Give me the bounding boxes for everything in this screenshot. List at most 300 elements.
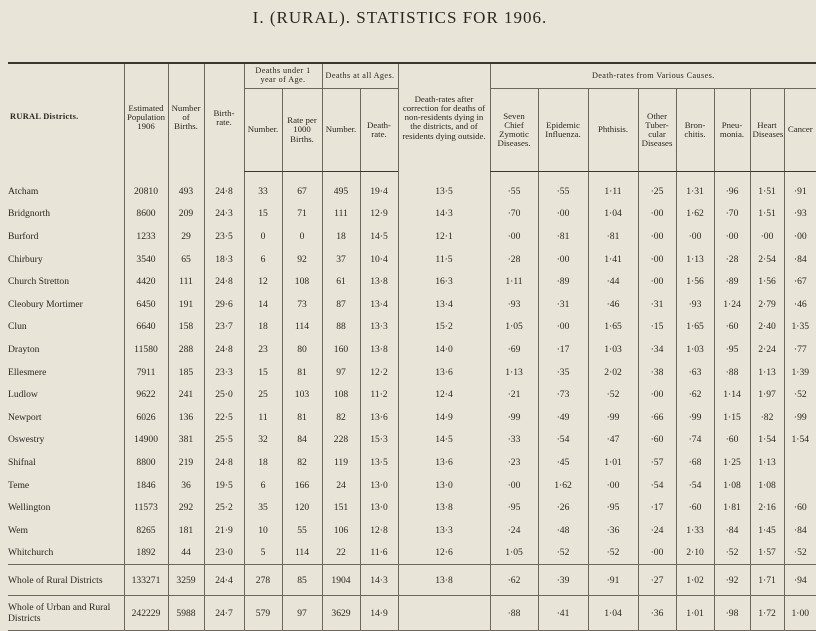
cell-deaths: 18 bbox=[322, 225, 360, 248]
cell-pneumonia: 1·81 bbox=[714, 496, 750, 519]
table-row bbox=[8, 496, 816, 519]
cell-pneumonia: 1·08 bbox=[714, 474, 750, 497]
cell-pneumonia: 1·14 bbox=[714, 383, 750, 406]
cell-births: 288 bbox=[168, 338, 204, 361]
cell-cancer: ·46 bbox=[784, 293, 816, 316]
table-row bbox=[8, 338, 816, 361]
cell-pop: 3540 bbox=[124, 248, 168, 271]
cell-corrected: 12·6 bbox=[398, 542, 490, 565]
cell-heart: ·00 bbox=[750, 225, 784, 248]
cell-phthisis: ·46 bbox=[588, 293, 638, 316]
cell-birth-rate: 25·5 bbox=[204, 429, 244, 452]
cell-inf-deaths: 23 bbox=[244, 338, 282, 361]
deaths-number-header: Number. bbox=[322, 89, 360, 172]
cell-district: Church Stretton bbox=[8, 276, 70, 288]
cell-births: 219 bbox=[168, 451, 204, 474]
cell-inf-rate: 55 bbox=[282, 519, 322, 542]
cell-inf-deaths: 15 bbox=[244, 203, 282, 226]
cell-heart: 1·51 bbox=[750, 172, 784, 203]
cell-phthisis: 2·02 bbox=[588, 361, 638, 384]
cell-deaths: 119 bbox=[322, 451, 360, 474]
cell-influenza: ·73 bbox=[538, 383, 588, 406]
cell-heart: 1·51 bbox=[750, 203, 784, 226]
cell-pop: 8600 bbox=[124, 203, 168, 226]
cell-phthisis: ·52 bbox=[588, 542, 638, 565]
cell-pneumonia: ·70 bbox=[714, 203, 750, 226]
cell-phthisis: ·81 bbox=[588, 225, 638, 248]
table-row bbox=[8, 406, 816, 429]
cell-zymotic: ·33 bbox=[490, 429, 538, 452]
cell-pop: 1233 bbox=[124, 225, 168, 248]
cell-birth-rate: 24·8 bbox=[204, 270, 244, 293]
cell-births: 65 bbox=[168, 248, 204, 271]
births-number-header: Number of Births. bbox=[168, 63, 204, 172]
cell-zymotic: 1·11 bbox=[490, 270, 538, 293]
cell-zymotic: ·99 bbox=[490, 406, 538, 429]
cell-cancer: ·60 bbox=[784, 496, 816, 519]
cell-tubercular: ·00 bbox=[638, 225, 676, 248]
cell-cancer bbox=[784, 474, 816, 497]
cell-deaths: 37 bbox=[322, 248, 360, 271]
table-row bbox=[8, 519, 816, 542]
cell-district: Whole of Urban and Rural Districts bbox=[8, 596, 124, 631]
cell-tubercular: ·00 bbox=[638, 203, 676, 226]
cell-inf-deaths: 278 bbox=[244, 565, 282, 596]
cell-births: 44 bbox=[168, 542, 204, 565]
birth-rate-header: Birth-rate. bbox=[204, 63, 244, 172]
table-row bbox=[8, 542, 816, 565]
cell-corrected bbox=[398, 596, 490, 631]
cell-cancer: ·77 bbox=[784, 338, 816, 361]
heart-header: Heart Diseases bbox=[750, 89, 784, 172]
cell-inf-rate: 92 bbox=[282, 248, 322, 271]
cell-influenza: ·45 bbox=[538, 451, 588, 474]
cell-influenza: ·17 bbox=[538, 338, 588, 361]
cell-inf-rate: 67 bbox=[282, 172, 322, 203]
cell-heart: 1·54 bbox=[750, 429, 784, 452]
cell-corrected: 13·5 bbox=[398, 172, 490, 203]
cell-bronchitis: 1·03 bbox=[676, 338, 714, 361]
cell-cancer: ·94 bbox=[784, 565, 816, 596]
cell-birth-rate: 23·0 bbox=[204, 542, 244, 565]
cell-tubercular: ·00 bbox=[638, 383, 676, 406]
districts-header: RURAL Districts. bbox=[8, 63, 124, 172]
cell-birth-rate: 18·3 bbox=[204, 248, 244, 271]
cell-heart: 1·45 bbox=[750, 519, 784, 542]
cell-inf-deaths: 18 bbox=[244, 316, 282, 339]
cell-death-rate: 11·2 bbox=[360, 383, 398, 406]
cell-pop: 4420 bbox=[124, 270, 168, 293]
cell-corrected: 15·2 bbox=[398, 316, 490, 339]
cell-heart: 2·24 bbox=[750, 338, 784, 361]
cell-tubercular: ·15 bbox=[638, 316, 676, 339]
cell-heart: 2·54 bbox=[750, 248, 784, 271]
cell-inf-deaths: 579 bbox=[244, 596, 282, 631]
cell-birth-rate: 29·6 bbox=[204, 293, 244, 316]
cell-pneumonia: ·00 bbox=[714, 225, 750, 248]
cell-tubercular: ·36 bbox=[638, 596, 676, 631]
cell-birth-rate: 23·7 bbox=[204, 316, 244, 339]
deaths-under-1-header: Deaths under 1 year of Age. bbox=[244, 63, 322, 89]
cell-deaths: 22 bbox=[322, 542, 360, 565]
cell-pop: 1892 bbox=[124, 542, 168, 565]
cell-inf-rate: 97 bbox=[282, 596, 322, 631]
cell-influenza: ·52 bbox=[538, 542, 588, 565]
cell-births: 181 bbox=[168, 519, 204, 542]
cell-bronchitis: 1·13 bbox=[676, 248, 714, 271]
cell-cancer: 1·00 bbox=[784, 596, 816, 631]
cell-birth-rate: 23·3 bbox=[204, 361, 244, 384]
cell-inf-rate: 73 bbox=[282, 293, 322, 316]
cell-influenza: ·00 bbox=[538, 248, 588, 271]
cell-death-rate: 13·0 bbox=[360, 474, 398, 497]
cell-district: Ellesmere bbox=[8, 366, 47, 378]
cell-pneumonia: ·92 bbox=[714, 565, 750, 596]
cell-zymotic: 1·05 bbox=[490, 542, 538, 565]
cell-bronchitis: ·74 bbox=[676, 429, 714, 452]
cell-inf-deaths: 6 bbox=[244, 248, 282, 271]
cell-cancer: ·93 bbox=[784, 203, 816, 226]
cell-tubercular: ·24 bbox=[638, 519, 676, 542]
cell-births: 158 bbox=[168, 316, 204, 339]
cell-tubercular: ·00 bbox=[638, 270, 676, 293]
cell-phthisis: ·99 bbox=[588, 406, 638, 429]
cell-phthisis: ·36 bbox=[588, 519, 638, 542]
cell-zymotic: ·00 bbox=[490, 225, 538, 248]
cell-phthisis: ·47 bbox=[588, 429, 638, 452]
table-row bbox=[8, 429, 816, 452]
cell-district: Whitchurch bbox=[8, 547, 54, 559]
cell-heart: 1·57 bbox=[750, 542, 784, 565]
cell-inf-rate: 82 bbox=[282, 451, 322, 474]
corrected-death-rate-header: Death-rates after correction for deaths of non-residents dying in the districts, and of residents dying outside. bbox=[398, 63, 490, 172]
cell-phthisis: 1·03 bbox=[588, 338, 638, 361]
cell-birth-rate: 24·3 bbox=[204, 203, 244, 226]
table-row bbox=[8, 172, 816, 203]
table-body bbox=[8, 172, 816, 631]
cell-phthisis: ·95 bbox=[588, 496, 638, 519]
cell-phthisis: ·44 bbox=[588, 270, 638, 293]
cell-inf-rate: 114 bbox=[282, 542, 322, 565]
cell-births: 381 bbox=[168, 429, 204, 452]
deaths-all-ages-header: Deaths at all Ages. bbox=[322, 63, 398, 89]
cell-zymotic: ·00 bbox=[490, 474, 538, 497]
cell-death-rate: 12·2 bbox=[360, 361, 398, 384]
cell-birth-rate: 19·5 bbox=[204, 474, 244, 497]
cell-deaths: 108 bbox=[322, 383, 360, 406]
cell-birth-rate: 24·8 bbox=[204, 338, 244, 361]
table-row bbox=[8, 270, 816, 293]
cell-tubercular: ·00 bbox=[638, 248, 676, 271]
cell-bronchitis: 1·65 bbox=[676, 316, 714, 339]
cell-influenza: ·41 bbox=[538, 596, 588, 631]
cell-inf-deaths: 33 bbox=[244, 172, 282, 203]
cell-zymotic: ·21 bbox=[490, 383, 538, 406]
cell-deaths: 228 bbox=[322, 429, 360, 452]
cell-district: Wellington bbox=[8, 502, 51, 514]
cell-phthisis: 1·01 bbox=[588, 451, 638, 474]
cell-inf-deaths: 11 bbox=[244, 406, 282, 429]
cell-death-rate: 13·8 bbox=[360, 270, 398, 293]
cell-tubercular: ·34 bbox=[638, 338, 676, 361]
cell-corrected: 13·6 bbox=[398, 451, 490, 474]
table-row bbox=[8, 474, 816, 497]
cell-deaths: 151 bbox=[322, 496, 360, 519]
cell-death-rate: 14·5 bbox=[360, 225, 398, 248]
cell-district: Cleobury Mortimer bbox=[8, 298, 83, 310]
cell-inf-deaths: 35 bbox=[244, 496, 282, 519]
cell-deaths: 24 bbox=[322, 474, 360, 497]
cell-influenza: ·26 bbox=[538, 496, 588, 519]
cell-inf-rate: 71 bbox=[282, 203, 322, 226]
cell-influenza: ·00 bbox=[538, 316, 588, 339]
cell-cancer: ·52 bbox=[784, 383, 816, 406]
cell-pop: 11573 bbox=[124, 496, 168, 519]
cell-bronchitis: ·93 bbox=[676, 293, 714, 316]
pneumonia-header: Pneu-monia. bbox=[714, 89, 750, 172]
cell-influenza: ·00 bbox=[538, 203, 588, 226]
cell-bronchitis: ·63 bbox=[676, 361, 714, 384]
cell-pop: 11580 bbox=[124, 338, 168, 361]
cell-zymotic: ·95 bbox=[490, 496, 538, 519]
cell-inf-deaths: 6 bbox=[244, 474, 282, 497]
table-row bbox=[8, 451, 816, 474]
cell-deaths: 97 bbox=[322, 361, 360, 384]
cell-district: Shifnal bbox=[8, 456, 36, 468]
cell-tubercular: ·54 bbox=[638, 474, 676, 497]
cell-inf-rate: 84 bbox=[282, 429, 322, 452]
cell-heart: ·82 bbox=[750, 406, 784, 429]
cell-births: 111 bbox=[168, 270, 204, 293]
cell-corrected: 13·8 bbox=[398, 565, 490, 596]
cell-influenza: ·55 bbox=[538, 172, 588, 203]
cell-cancer: ·84 bbox=[784, 248, 816, 271]
cell-pop: 20810 bbox=[124, 172, 168, 203]
cell-heart: 1·56 bbox=[750, 270, 784, 293]
cell-inf-deaths: 32 bbox=[244, 429, 282, 452]
cell-cancer: 1·35 bbox=[784, 316, 816, 339]
cell-pop: 8800 bbox=[124, 451, 168, 474]
cell-death-rate: 15·3 bbox=[360, 429, 398, 452]
cell-death-rate: 13·8 bbox=[360, 338, 398, 361]
infant-rate-header: Rate per 1000 Births. bbox=[282, 89, 322, 172]
cell-bronchitis: 1·33 bbox=[676, 519, 714, 542]
cell-death-rate: 14·3 bbox=[360, 565, 398, 596]
cell-zymotic: ·55 bbox=[490, 172, 538, 203]
cell-bronchitis: 2·10 bbox=[676, 542, 714, 565]
table-row bbox=[8, 383, 816, 406]
cell-bronchitis: ·99 bbox=[676, 406, 714, 429]
cell-district: Newport bbox=[8, 411, 42, 423]
cell-heart: 1·13 bbox=[750, 451, 784, 474]
cell-bronchitis: ·62 bbox=[676, 383, 714, 406]
cell-cancer: 1·39 bbox=[784, 361, 816, 384]
cell-corrected: 13·6 bbox=[398, 361, 490, 384]
cell-deaths: 106 bbox=[322, 519, 360, 542]
cell-bronchitis: 1·01 bbox=[676, 596, 714, 631]
cell-births: 36 bbox=[168, 474, 204, 497]
cell-tubercular: ·00 bbox=[638, 542, 676, 565]
cell-heart: 2·79 bbox=[750, 293, 784, 316]
cell-pop: 1846 bbox=[124, 474, 168, 497]
cell-death-rate: 11·6 bbox=[360, 542, 398, 565]
cell-births: 241 bbox=[168, 383, 204, 406]
cell-pneumonia: ·52 bbox=[714, 542, 750, 565]
cell-influenza: ·81 bbox=[538, 225, 588, 248]
cell-zymotic: ·24 bbox=[490, 519, 538, 542]
cell-influenza: ·54 bbox=[538, 429, 588, 452]
cell-heart: 1·97 bbox=[750, 383, 784, 406]
cell-bronchitis: ·00 bbox=[676, 225, 714, 248]
table-row bbox=[8, 293, 816, 316]
cell-inf-rate: 81 bbox=[282, 361, 322, 384]
cell-inf-rate: 103 bbox=[282, 383, 322, 406]
cell-heart: 2·40 bbox=[750, 316, 784, 339]
cell-birth-rate: 23·5 bbox=[204, 225, 244, 248]
cell-death-rate: 13·5 bbox=[360, 451, 398, 474]
cell-influenza: ·39 bbox=[538, 565, 588, 596]
cell-district: Oswestry bbox=[8, 434, 45, 446]
cell-influenza: 1·62 bbox=[538, 474, 588, 497]
cell-births: 29 bbox=[168, 225, 204, 248]
cell-influenza: ·49 bbox=[538, 406, 588, 429]
cell-bronchitis: ·54 bbox=[676, 474, 714, 497]
various-causes-header: Death-rates from Various Causes. bbox=[490, 63, 816, 89]
cell-zymotic: ·93 bbox=[490, 293, 538, 316]
cell-cancer: ·84 bbox=[784, 519, 816, 542]
cell-influenza: ·89 bbox=[538, 270, 588, 293]
cell-deaths: 61 bbox=[322, 270, 360, 293]
cell-inf-rate: 0 bbox=[282, 225, 322, 248]
cell-district: Chirbury bbox=[8, 253, 43, 265]
cell-district: Clun bbox=[8, 321, 27, 333]
cell-phthisis: 1·41 bbox=[588, 248, 638, 271]
cell-pop: 242229 bbox=[124, 596, 168, 631]
cell-birth-rate: 24·8 bbox=[204, 451, 244, 474]
death-rate-header: Death-rate. bbox=[360, 89, 398, 172]
table-row bbox=[8, 316, 816, 339]
cell-district: Atcham bbox=[8, 185, 39, 197]
cell-pneumonia: ·60 bbox=[714, 316, 750, 339]
cell-tubercular: ·17 bbox=[638, 496, 676, 519]
cell-district: Drayton bbox=[8, 343, 40, 355]
cell-bronchitis: ·60 bbox=[676, 496, 714, 519]
cell-bronchitis: 1·56 bbox=[676, 270, 714, 293]
cell-pop: 9622 bbox=[124, 383, 168, 406]
cell-heart: 1·13 bbox=[750, 361, 784, 384]
cell-death-rate: 13·0 bbox=[360, 496, 398, 519]
cell-phthisis: ·91 bbox=[588, 565, 638, 596]
cell-district: Whole of Rural Districts bbox=[8, 565, 124, 596]
cell-zymotic: ·23 bbox=[490, 451, 538, 474]
influenza-header: Epidemic Influenza. bbox=[538, 89, 588, 172]
cell-heart: 1·72 bbox=[750, 596, 784, 631]
cell-pneumonia: 1·24 bbox=[714, 293, 750, 316]
cell-birth-rate: 25·0 bbox=[204, 383, 244, 406]
cell-pop: 6640 bbox=[124, 316, 168, 339]
cell-district: Wem bbox=[8, 524, 29, 536]
cell-zymotic: 1·05 bbox=[490, 316, 538, 339]
cell-phthisis: ·52 bbox=[588, 383, 638, 406]
cell-death-rate: 13·6 bbox=[360, 406, 398, 429]
cell-influenza: ·35 bbox=[538, 361, 588, 384]
cell-heart: 1·71 bbox=[750, 565, 784, 596]
cell-corrected: 14·3 bbox=[398, 203, 490, 226]
page-title: I. (RURAL). STATISTICS FOR 1906. bbox=[252, 8, 548, 27]
cell-pneumonia: 1·15 bbox=[714, 406, 750, 429]
cell-heart: 2·16 bbox=[750, 496, 784, 519]
cell-influenza: ·48 bbox=[538, 519, 588, 542]
cell-phthisis: 1·65 bbox=[588, 316, 638, 339]
cell-tubercular: ·60 bbox=[638, 429, 676, 452]
cell-corrected: 14·0 bbox=[398, 338, 490, 361]
cell-bronchitis: 1·02 bbox=[676, 565, 714, 596]
cell-death-rate: 12·8 bbox=[360, 519, 398, 542]
cell-deaths: 82 bbox=[322, 406, 360, 429]
cell-zymotic: ·28 bbox=[490, 248, 538, 271]
cell-births: 136 bbox=[168, 406, 204, 429]
cell-birth-rate: 25·2 bbox=[204, 496, 244, 519]
cell-births: 185 bbox=[168, 361, 204, 384]
table-row bbox=[8, 248, 816, 271]
cell-inf-rate: 81 bbox=[282, 406, 322, 429]
cell-corrected: 13·0 bbox=[398, 474, 490, 497]
cell-births: 292 bbox=[168, 496, 204, 519]
cell-inf-deaths: 10 bbox=[244, 519, 282, 542]
zymotic-header: Seven Chief Zymotic Diseases. bbox=[490, 89, 538, 172]
cell-pneumonia: ·60 bbox=[714, 429, 750, 452]
cell-inf-deaths: 5 bbox=[244, 542, 282, 565]
cell-births: 493 bbox=[168, 172, 204, 203]
cell-inf-rate: 85 bbox=[282, 565, 322, 596]
cell-pneumonia: ·98 bbox=[714, 596, 750, 631]
cell-deaths: 3629 bbox=[322, 596, 360, 631]
cell-cancer: ·52 bbox=[784, 542, 816, 565]
cell-influenza: ·31 bbox=[538, 293, 588, 316]
cell-pop: 133271 bbox=[124, 565, 168, 596]
cell-cancer: ·91 bbox=[784, 172, 816, 203]
cell-deaths: 88 bbox=[322, 316, 360, 339]
population-header: Estimated Population 1906 bbox=[124, 63, 168, 172]
cell-corrected: 12·1 bbox=[398, 225, 490, 248]
cell-zymotic: ·70 bbox=[490, 203, 538, 226]
cell-pop: 6450 bbox=[124, 293, 168, 316]
cell-cancer: ·99 bbox=[784, 406, 816, 429]
cell-cancer: ·67 bbox=[784, 270, 816, 293]
cell-pneumonia: ·95 bbox=[714, 338, 750, 361]
cell-pneumonia: ·88 bbox=[714, 361, 750, 384]
cell-deaths: 160 bbox=[322, 338, 360, 361]
cell-bronchitis: 1·31 bbox=[676, 172, 714, 203]
cell-pneumonia: 1·25 bbox=[714, 451, 750, 474]
cell-heart: 1·08 bbox=[750, 474, 784, 497]
cell-district: Teme bbox=[8, 479, 30, 491]
cell-birth-rate: 24·4 bbox=[204, 565, 244, 596]
cell-corrected: 13·8 bbox=[398, 496, 490, 519]
cell-tubercular: ·57 bbox=[638, 451, 676, 474]
phthisis-header: Phthisis. bbox=[588, 89, 638, 172]
tubercular-header: Other Tuber-cular Diseases bbox=[638, 89, 676, 172]
table-row bbox=[8, 203, 816, 226]
table-row bbox=[8, 361, 816, 384]
cell-inf-deaths: 12 bbox=[244, 270, 282, 293]
cell-pneumonia: ·96 bbox=[714, 172, 750, 203]
cell-deaths: 87 bbox=[322, 293, 360, 316]
cell-corrected: 16·3 bbox=[398, 270, 490, 293]
cell-phthisis: 1·04 bbox=[588, 596, 638, 631]
cell-district: Burford bbox=[8, 230, 39, 242]
cell-deaths: 1904 bbox=[322, 565, 360, 596]
